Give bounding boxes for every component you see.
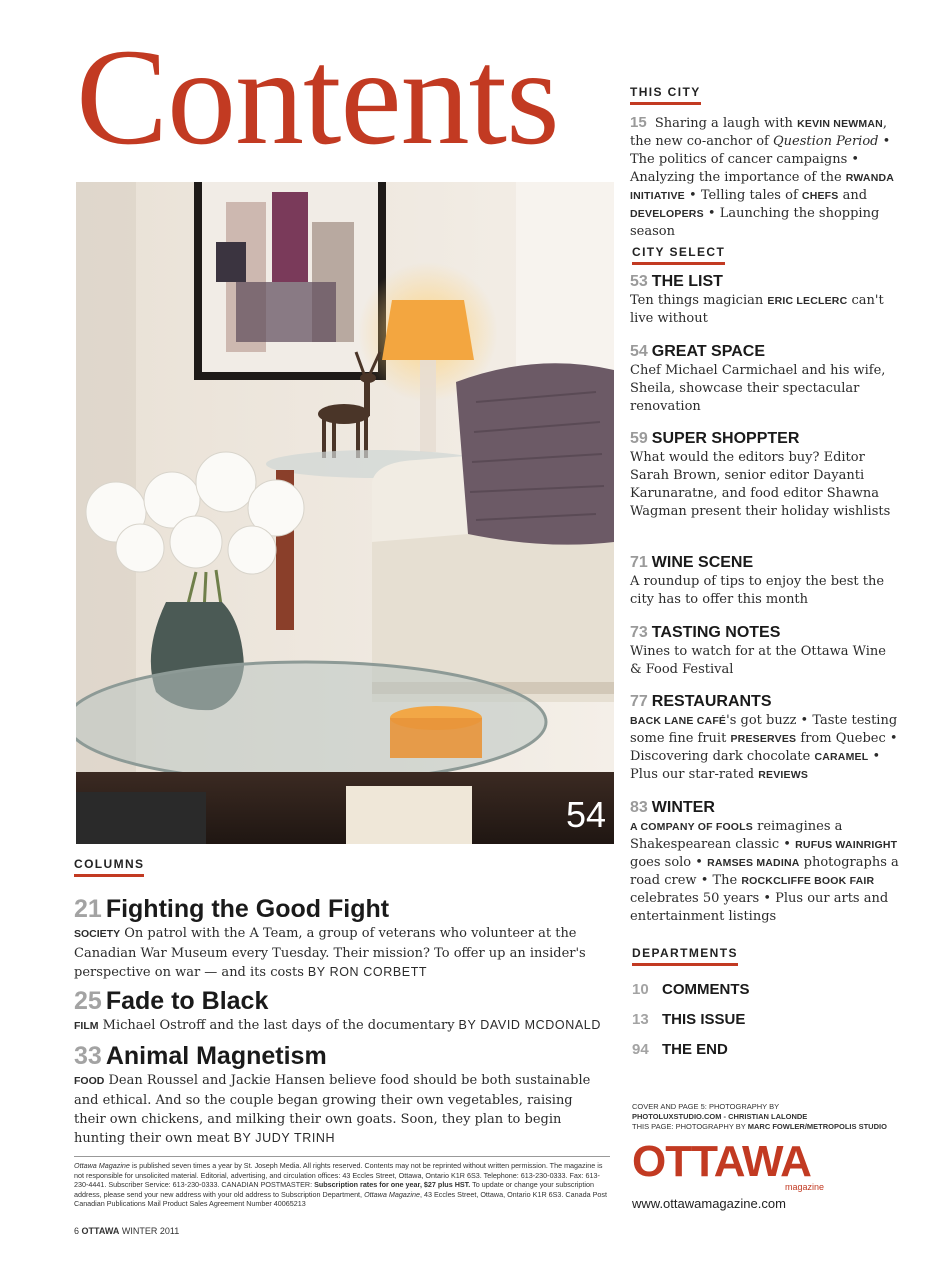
entry-title (630, 553, 900, 573)
title-text: Fighting the Good Fight (105, 895, 390, 923)
name-rufus-wainright: RUFUS WAINRIGHT (795, 839, 898, 851)
kicker: FOOD (74, 1075, 105, 1087)
column-fade-to-black[interactable] (74, 986, 604, 1036)
living-room-illustration (76, 182, 614, 844)
name-developers: DEVELOPERS (630, 208, 704, 220)
credit-photographer: PHOTOLUXSTUDIO.COM - CHRISTIAN LALONDE (632, 1112, 808, 1121)
byline: BY JUDY TRINH (233, 1131, 336, 1145)
page-number: 15 (630, 114, 647, 131)
name-back-lane-cafe: BACK LANE CAFÉ (630, 715, 727, 727)
entry-great-space[interactable] (630, 342, 900, 416)
dept-item-comments[interactable] (632, 975, 892, 1005)
page-number: 73 (630, 624, 648, 641)
text: • Telling tales of (689, 188, 798, 203)
ottawa-magazine-logo[interactable] (632, 1137, 832, 1192)
page-number: 77 (630, 693, 648, 710)
column-body (74, 1071, 604, 1148)
page-number: 54 (630, 343, 648, 360)
folio-issue: WINTER 2011 (121, 1226, 180, 1236)
entry-body (630, 818, 900, 926)
this-city-heading: THIS CITY (630, 85, 701, 105)
page-title: Contents (76, 20, 559, 173)
entry-title (630, 342, 900, 362)
entry-wine-scene[interactable] (630, 553, 900, 609)
folio-magazine: OTTAWA (81, 1226, 120, 1236)
entry-body (630, 292, 900, 328)
credit-line: THIS PAGE: PHOTOGRAPHY BY (632, 1122, 746, 1131)
column-body (74, 924, 604, 982)
text: • Launching the shopping season (630, 206, 880, 239)
page-number: 10 (632, 981, 649, 998)
dept-item-this-issue[interactable] (632, 1005, 892, 1035)
text: goes solo • (630, 855, 703, 870)
text: from Quebec • Discovering dark chocolate (630, 731, 898, 764)
text: • Plus our star-rated (630, 749, 881, 782)
name-rwanda-initiative: RWANDA INITIATIVE (630, 172, 894, 202)
name-rockcliffe-book-fair: ROCKCLIFFE BOOK FAIR (741, 875, 875, 887)
entry-the-list[interactable] (630, 272, 900, 328)
dept-item-the-end[interactable] (632, 1035, 892, 1065)
dept-label: COMMENTS (662, 981, 750, 998)
title-text: Animal Magnetism (105, 1042, 327, 1070)
magazine-name: Ottawa Magazine (364, 1189, 420, 1199)
this-city-text (630, 114, 900, 241)
text: Sharing a laugh with (654, 116, 793, 131)
show-title: Question Period (772, 134, 879, 149)
title-text: WINE SCENE (651, 554, 754, 571)
entry-title (630, 623, 900, 643)
text: celebrates 50 years • Plus our arts and entertainment listings (630, 891, 889, 924)
city-select-heading: CITY SELECT (632, 245, 725, 265)
entry-title (630, 798, 900, 818)
name-reviews: REVIEWS (758, 769, 809, 781)
text: reimagines a Shakespearean classic • (630, 819, 843, 852)
title-text: GREAT SPACE (651, 343, 765, 360)
text: is published seven times a year by St. Joseph Media. All rights reserved. Contents may not be reprinted without written permission. The magazine is not responsible for unsolicited material. Editorial, advertising, and circulation offices: 43 Eccles Street, Ottawa, Ontario K1R 6S3. Telephone: 613-230-0333. Fax: 613-230-4441. Subscriber Service: 613-230-0333. CANADIAN POSTMASTER: (74, 1161, 603, 1190)
text: 's got buzz • Taste testing some fine fruit (630, 713, 898, 746)
text: To update or change your subscription address, please send your new address with your old address to Subscription Department, (74, 1180, 595, 1199)
title-text: Fade to Black (105, 987, 269, 1015)
departments-list (632, 975, 892, 1065)
title-text: WINTER (651, 799, 715, 816)
credit-photographer: MARC FOWLER/METROPOLIS STUDIO (747, 1122, 887, 1131)
photo-credits (632, 1102, 932, 1132)
entry-tasting-notes[interactable] (630, 623, 900, 679)
text: , 43 Eccles Street, Ottawa, Ontario K1R 6S3. Canada Post Canadian Publications Mail Product Sales Agreement Number 40065213 (74, 1189, 607, 1209)
entry-body: Chef Michael Carmichael and his wife, Sheila, showcase their spectacular renovation (630, 363, 886, 414)
page-number: 25 (74, 987, 102, 1015)
magazine-name: Ottawa Magazine (74, 1161, 130, 1170)
name-caramel: CARAMEL (814, 751, 869, 763)
text: Ten things magician (630, 293, 764, 308)
text: • The politics of cancer campaigns • Analyzing the importance of the (630, 134, 891, 185)
page-number: 53 (630, 273, 648, 290)
entry-title (630, 429, 900, 449)
photo-page-number: 54 (565, 794, 606, 835)
credit-line: COVER AND PAGE 5: PHOTOGRAPHY BY (632, 1102, 780, 1111)
this-city-entry[interactable] (630, 114, 900, 241)
title-text: TASTING NOTES (651, 624, 781, 641)
entry-body: What would the editors buy? Editor Sarah Brown, senior editor Dayanti Karunaratne, and food editor Shawna Wagman present their holiday wishlists (630, 450, 891, 519)
kicker: FILM (74, 1020, 99, 1032)
logo-subtitle: magazine (784, 1182, 824, 1192)
departments-heading: DEPARTMENTS (632, 946, 738, 966)
page-number: 13 (632, 1011, 649, 1028)
column-animal-magnetism[interactable] (74, 1041, 604, 1148)
byline: BY RON CORBETT (307, 965, 428, 979)
columns-heading: COLUMNS (74, 857, 144, 877)
column-body (74, 1016, 604, 1036)
text: , the new co-anchor of (630, 116, 888, 149)
page-number: 21 (74, 895, 102, 923)
name-kevin-newman: KEVIN NEWMAN (797, 118, 883, 130)
kicker: SOCIETY (74, 928, 121, 940)
entry-super-shoppter[interactable] (630, 429, 900, 521)
page-number: 59 (630, 430, 648, 447)
page-number: 94 (632, 1041, 649, 1058)
column-title (74, 986, 604, 1016)
name-company-of-fools: A COMPANY OF FOOLS (630, 821, 753, 833)
name-ramses-madina: RAMSES MADINA (707, 857, 800, 869)
title-text: RESTAURANTS (651, 693, 772, 710)
text: can't live without (630, 293, 884, 326)
entry-body: Wines to watch for at the Ottawa Wine & Food Festival (630, 644, 886, 677)
entry-body (630, 712, 900, 784)
column-title (74, 1041, 604, 1071)
dept-label: THIS ISSUE (662, 1011, 746, 1028)
column-title (74, 894, 604, 924)
hero-photo (76, 182, 614, 844)
entry-body: A roundup of tips to enjoy the best the city has to offer this month (630, 574, 885, 607)
column-fighting-the-good-fight[interactable] (74, 894, 604, 982)
entry-title (630, 272, 900, 292)
entry-title (630, 692, 900, 712)
text: On patrol with the A Team, a group of veterans who volunteer at the Canadian War Museum every Tuesday. Their mission? To offer up an insider's perspective on war — and its costs (74, 926, 586, 980)
publication-fine-print (74, 1156, 610, 1209)
byline: BY DAVID MCDONALD (458, 1018, 601, 1032)
name-chefs: CHEFS (801, 190, 839, 202)
page-number: 71 (630, 554, 648, 571)
subscription-rate: Subscription rates for one year, $27 plus HST. (314, 1180, 471, 1190)
entry-restaurants[interactable] (630, 692, 900, 784)
dept-label: THE END (662, 1041, 728, 1058)
text: photographs a road crew • The (630, 855, 899, 888)
title-text: THE LIST (651, 273, 723, 290)
name-eric-leclerc: ERIC LECLERC (767, 295, 848, 307)
page-number: 33 (74, 1042, 102, 1070)
text: and (842, 188, 868, 203)
text: Michael Ostroff and the last days of the documentary (102, 1018, 455, 1033)
folio-page-number: 6 (74, 1226, 80, 1236)
entry-winter[interactable] (630, 798, 900, 926)
page-folio (74, 1226, 179, 1236)
title-text: SUPER SHOPPTER (651, 430, 800, 447)
name-preserves: PRESERVES (730, 733, 797, 745)
website-link[interactable]: www.ottawamagazine.com (632, 1196, 786, 1211)
logo-wordmark: OTTAWA (632, 1137, 811, 1186)
page-number: 83 (630, 799, 648, 816)
text: Dean Roussel and Jackie Hansen believe food should be both sustainable and ethical. And so the couple began growing their own vegetables, raising their own chickens, and milking their own goats. Soon, they plan to begin hunting their own meat (74, 1073, 591, 1146)
